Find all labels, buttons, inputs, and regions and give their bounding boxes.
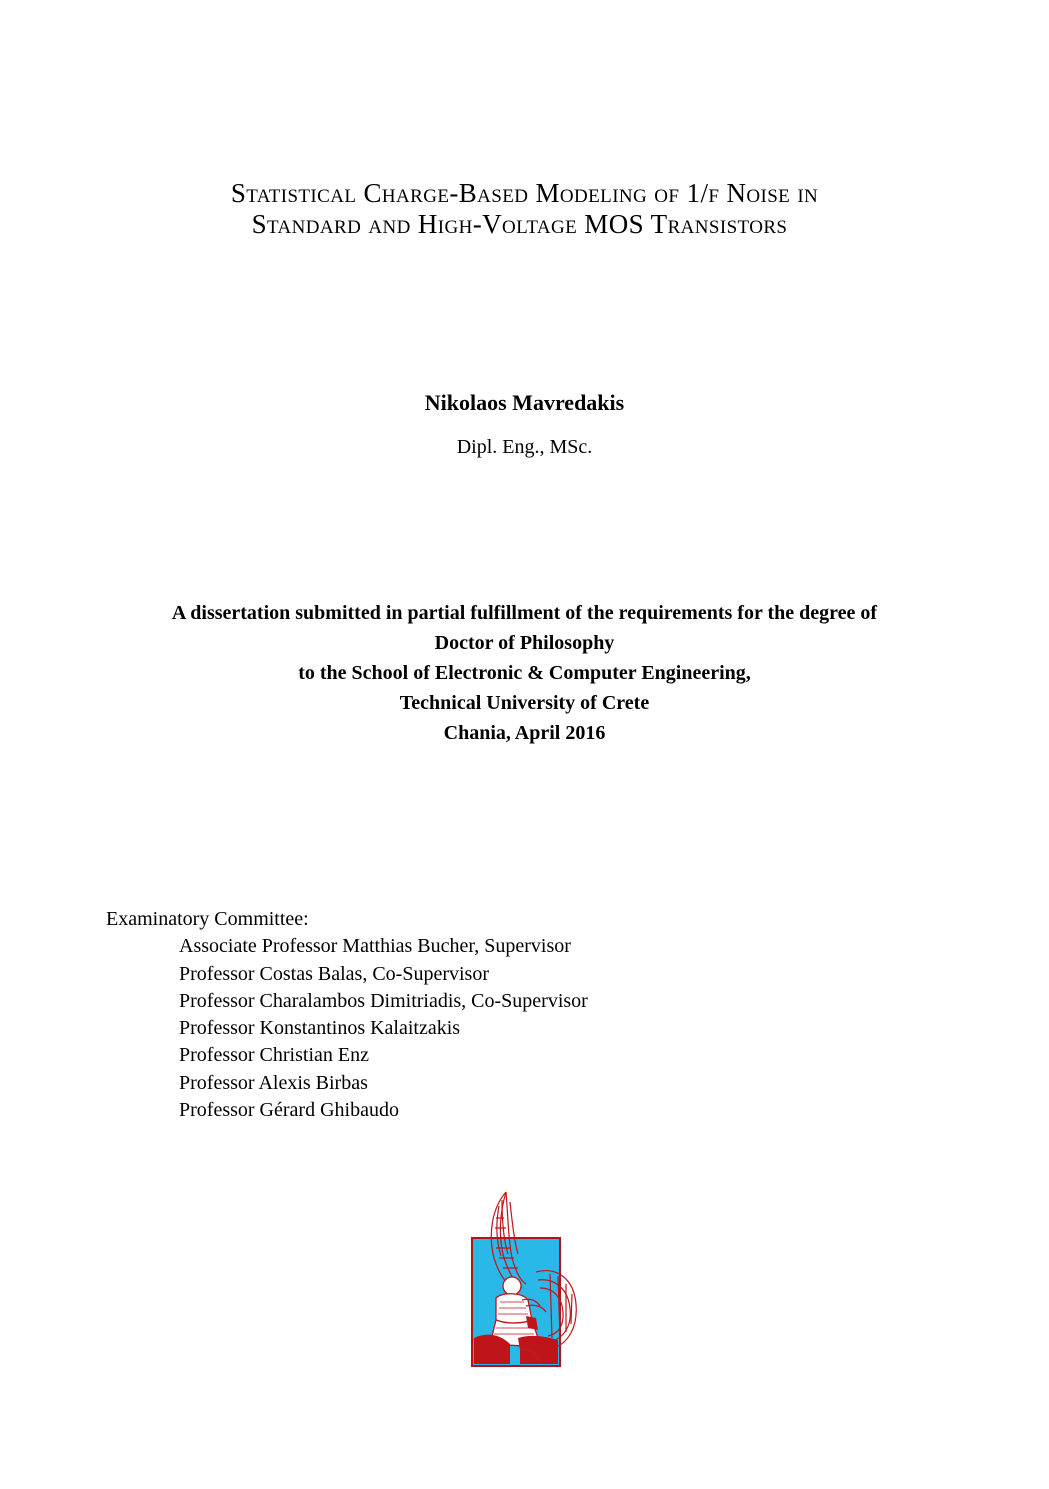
author-name: Nikolaos Mavredakis bbox=[424, 390, 625, 415]
committee-heading: Examinatory Committee: bbox=[106, 908, 309, 930]
title-line-2: Standard and High-Voltage MOS Transistors bbox=[251, 209, 788, 239]
university-emblem-icon bbox=[466, 1188, 582, 1370]
author-degrees: Dipl. Eng., MSc. bbox=[456, 436, 593, 458]
university-name: Technical University of Crete bbox=[399, 692, 650, 714]
committee-member: Associate Professor Matthias Bucher, Supervisor bbox=[179, 935, 571, 958]
committee-member: Professor Konstantinos Kalaitzakis bbox=[179, 1017, 461, 1040]
committee-member: Professor Christian Enz bbox=[179, 1044, 369, 1067]
title-line-1: Statistical Charge-Based Modeling of 1/f Noise in bbox=[230, 178, 819, 208]
submission-text: A dissertation submitted in partial fulfillment of the requirements for the degree of bbox=[171, 602, 878, 624]
submission-statement bbox=[0, 598, 1049, 748]
committee-member: Professor Alexis Birbas bbox=[179, 1071, 368, 1094]
committee-member: Professor Charalambos Dimitriadis, Co-Supervisor bbox=[179, 989, 588, 1012]
examinatory-committee bbox=[106, 906, 588, 1124]
dissertation-title bbox=[0, 178, 1049, 240]
degree-name: Doctor of Philosophy bbox=[434, 632, 615, 654]
place-date: Chania, April 2016 bbox=[443, 722, 606, 744]
committee-member: Professor Gérard Ghibaudo bbox=[179, 1099, 399, 1122]
committee-member-list bbox=[106, 933, 588, 1124]
committee-member: Professor Costas Balas, Co-Supervisor bbox=[179, 962, 489, 985]
school-name: to the School of Electronic & Computer Engineering, bbox=[298, 662, 751, 684]
